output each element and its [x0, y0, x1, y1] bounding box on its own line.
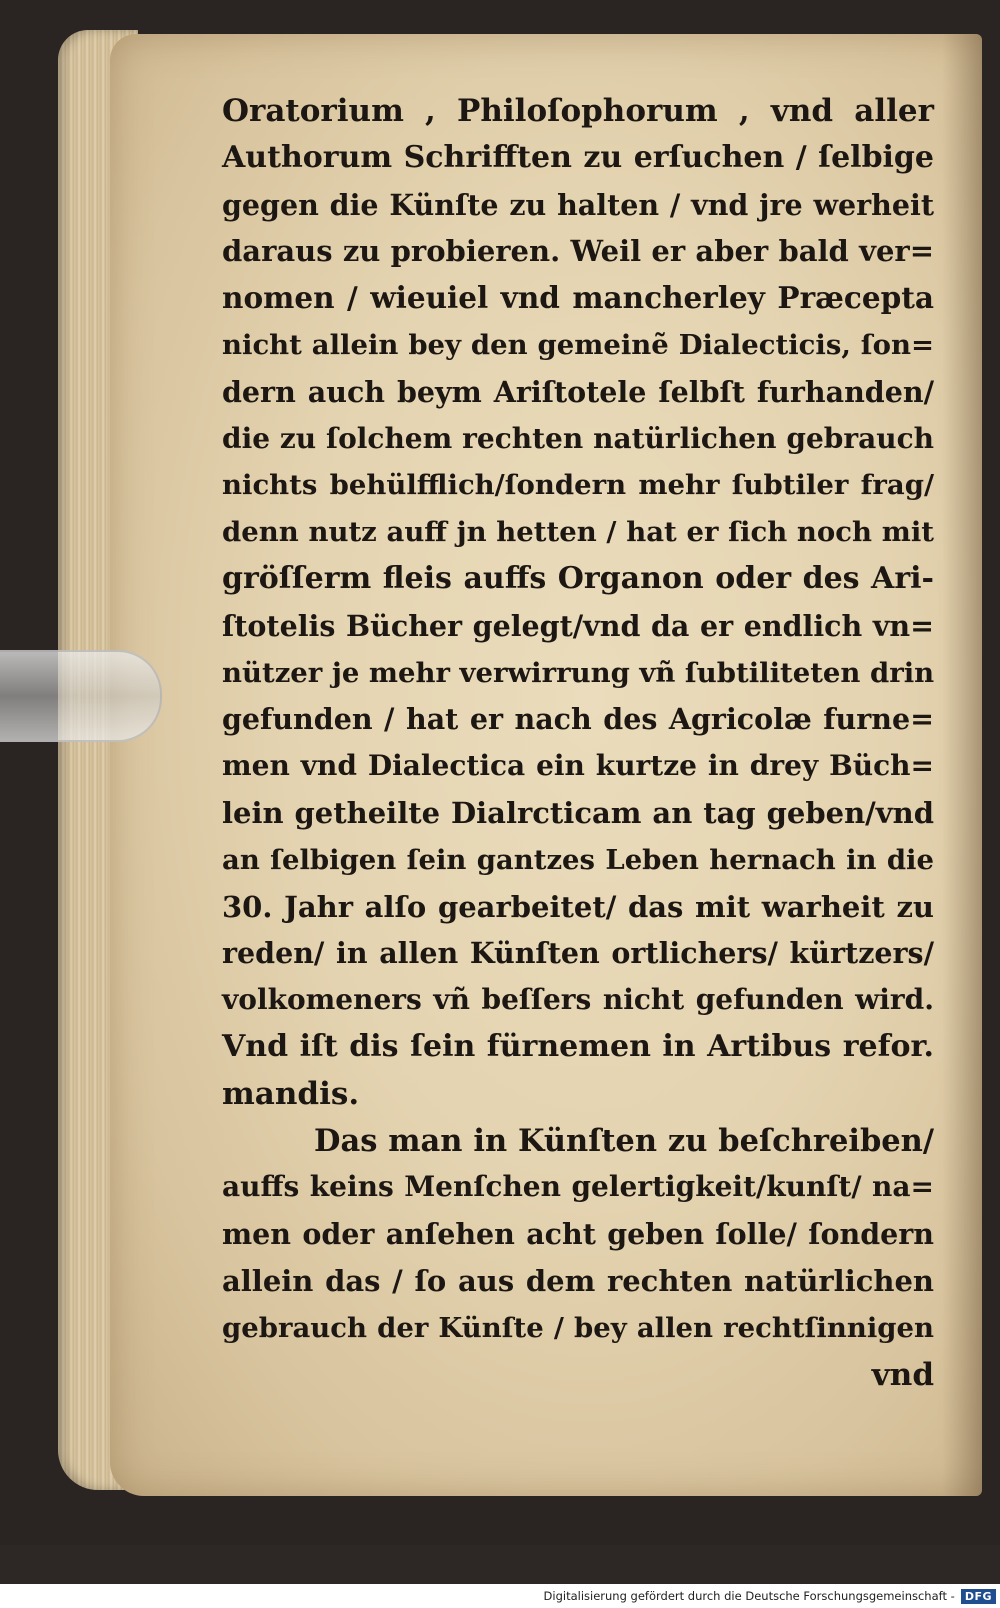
- catchword: vnd: [871, 1356, 934, 1393]
- text-line: auffs keins Menſchen gelertigkeit/kunſt/ na=: [222, 1170, 934, 1204]
- dfg-logo: DFG: [961, 1589, 996, 1604]
- funding-credit: Digitalisierung gefördert durch die Deutsche Forschungsgemeinschaft -: [543, 1589, 955, 1603]
- text-line: gebrauch der Künſte / bey allen rechtſinnigen: [222, 1311, 934, 1344]
- text-line: nichts behülfflich/ſondern mehr ſubtiler frag/: [222, 469, 934, 502]
- plastic-page-clip: [0, 650, 162, 742]
- text-line: die zu ſolchem rechten natürlichen gebrauch: [222, 421, 934, 455]
- text-line: daraus zu probieren. Weil er aber bald ver=: [222, 234, 934, 269]
- text-line: 30. Jahr alſo gearbeitet/ das mit warheit zu: [222, 889, 934, 924]
- text-line: nomen / wieuiel vnd mancherley Præcepta: [222, 280, 934, 316]
- text-line: reden/ in allen Künſten ortlichers/ kürtzers/: [222, 936, 934, 971]
- paragraph-first-line: Das man in Künſten zu beſchreiben/: [314, 1122, 934, 1159]
- digitization-footer: [0, 1584, 1000, 1608]
- text-line: Oratorium , Philoſophorum , vnd aller: [222, 93, 934, 129]
- spine-shadow: [942, 34, 982, 1496]
- book-cover-edge: [0, 1545, 1000, 1584]
- text-line: nützer je mehr verwirrung vñ ſubtiliteten drin: [222, 656, 935, 689]
- text-line: gröſſerm fleis auffs Organon oder des Ari-: [222, 560, 934, 596]
- text-line: allein das / ſo aus dem rechten natürlichen: [222, 1263, 934, 1298]
- text-line: men vnd Dialectica ein kurtze in drey Büch=: [222, 749, 934, 783]
- text-line: dern auch beym Ariſtotele ſelbſt furhanden/: [222, 374, 934, 409]
- text-line: lein getheilte Dialrcticam an tag geben/vnd: [222, 795, 934, 830]
- text-line: volkomeners vñ beſſers nicht gefunden wird.: [222, 983, 934, 1017]
- text-line: gefunden / hat er nach des Agricolæ furne=: [222, 702, 934, 737]
- text-line: denn nutz auff jn hetten / hat er ſich noch mit: [222, 516, 934, 549]
- text-line: ſtotelis Bücher gelegt/vnd da er endlich vn=: [222, 608, 934, 643]
- text-line: Vnd iſt dis ſein fürnemen in Artibus refor.: [222, 1028, 934, 1064]
- text-line: men oder anſehen acht geben ſolle/ ſondern: [222, 1217, 934, 1252]
- text-line: mandis.: [222, 1075, 360, 1112]
- text-line: an ſelbigen ſein gantzes Leben hernach in die: [222, 843, 934, 876]
- page-text: [222, 88, 934, 1398]
- text-line: Authorum Schrifften zu erſuchen / ſelbige: [222, 139, 934, 175]
- text-line: gegen die Künſte zu halten / vnd jre werheit: [222, 187, 934, 222]
- text-line: nicht allein bey den gemeinẽ Dialecticis, ſon=: [222, 328, 934, 361]
